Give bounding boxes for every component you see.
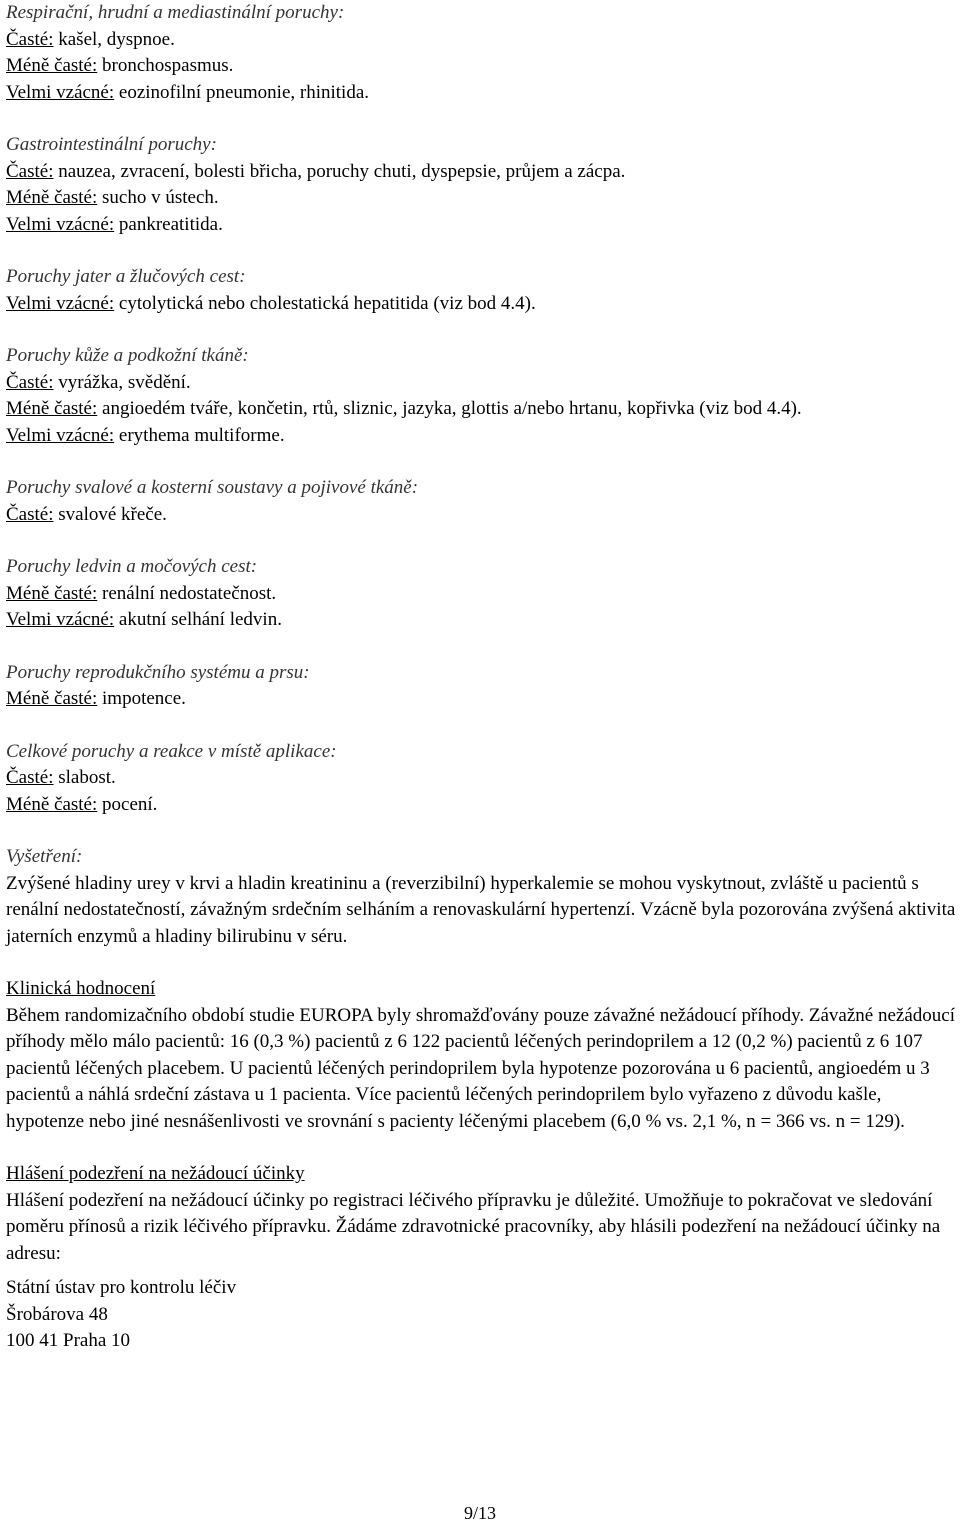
section-respiratory: [6, 0, 956, 106]
section-heading: Vyšetření:: [6, 846, 83, 867]
section-heading: Hlášení podezření na nežádoucí účinky: [6, 1163, 305, 1184]
section-heading: Respirační, hrudní a mediastinální poruchy:: [6, 2, 345, 23]
section-clinical-trials: [6, 976, 956, 1135]
section-general: [6, 739, 956, 819]
address-line: Šrobárova 48: [6, 1303, 108, 1325]
paragraph: Během randomizačního období studie EUROPA byly shromažďovány pouze závažné nežádoucí příhody. Závažné nežádoucí příhody mělo málo pacientů: 16 (0,3 %) pacientů z 6 122 pacientů léčených perindoprilem a 12 (0,2 %) pacientů z 6 107 pacientů léčených placebem. U pacientů léčených perindoprilem byla hypotenze pozorována u 6 pacientů, angioedém u 3 pacientů a náhlá srdeční zástava u 1 pacienta. Více pacientů léčených perindoprilem bylo vyřazeno z důvodu kašle, hypotenze nebo jiné nesnášenlivosti ve srovnání s pacienty léčenými placebem (6,0 % vs. 2,1 %, n = 366 vs. n = 129).: [6, 1004, 955, 1132]
list-item: Časté: vyrážka, svědění.: [6, 371, 191, 393]
list-item: Časté: slabost.: [6, 767, 116, 788]
list-item: Časté: svalové křeče.: [6, 503, 167, 525]
list-item: Velmi vzácné: pankreatitida.: [6, 213, 223, 235]
address-line: Státní ústav pro kontrolu léčiv: [6, 1277, 237, 1298]
section-reporting: [6, 1161, 956, 1355]
list-item: Velmi vzácné: eozinofilní pneumonie, rhinitida.: [6, 81, 370, 103]
section-heading: Poruchy kůže a podkožní tkáně:: [6, 345, 249, 366]
list-item: Méně časté: impotence.: [6, 688, 186, 709]
section-renal: [6, 554, 956, 634]
list-item: Méně časté: angioedém tváře, končetin, rtů, sliznic, jazyka, glottis a/nebo hrtanu, kopřivka (viz bod 4.4).: [6, 398, 802, 419]
list-item: Velmi vzácné: erythema multiforme.: [6, 424, 285, 446]
address-line: 100 41 Praha 10: [6, 1330, 131, 1351]
list-item: Velmi vzácné: akutní selhání ledvin.: [6, 609, 282, 630]
section-heading: Poruchy reprodukčního systému a prsu:: [6, 661, 310, 683]
section-reproductive: [6, 660, 956, 713]
list-item: Méně časté: pocení.: [6, 793, 158, 815]
address-block: [6, 1275, 956, 1355]
list-item: Časté: nauzea, zvracení, bolesti břicha, poruchy chuti, dyspepsie, průjem a zácpa.: [6, 160, 626, 182]
section-heading: Poruchy ledvin a močových cest:: [6, 556, 258, 577]
page-number: 9/13: [463, 1503, 496, 1523]
list-item: Méně časté: sucho v ústech.: [6, 187, 219, 208]
list-item: Méně časté: renální nedostatečnost.: [6, 582, 277, 604]
document-page: [6, 0, 956, 1381]
list-item: Velmi vzácné: cytolytická nebo cholestatická hepatitida (viz bod 4.4).: [6, 292, 536, 314]
section-investigations: [6, 844, 956, 950]
list-item: Méně časté: bronchospasmus.: [6, 55, 234, 76]
paragraph: Zvýšené hladiny urey v krvi a hladin kreatininu a (reverzibilní) hyperkalemie se mohou vyskytnout, zvláště u pacientů s renální nedostatečností, závažným srdečním selháním a renovaskulární hypertenzí. Vzácně byla pozorována zvýšená aktivita jaterních enzymů a hladiny bilirubinu v séru.: [6, 872, 956, 947]
section-heading: Poruchy svalové a kosterní soustavy a pojivové tkáně:: [6, 477, 419, 498]
section-heading: Klinická hodnocení: [6, 978, 156, 999]
paragraph: Hlášení podezření na nežádoucí účinky po registraci léčivého přípravku je důležité. Umožňuje to pokračovat ve sledování poměru přínosů a rizik léčivého přípravku. Žádáme zdravotnické pracovníky, aby hlásili podezření na nežádoucí účinky na adresu:: [6, 1189, 941, 1264]
list-item: Časté: kašel, dyspnoe.: [6, 28, 175, 50]
section-skin: [6, 343, 956, 449]
section-gastrointestinal: [6, 132, 956, 238]
section-liver: [6, 264, 956, 317]
section-musculoskeletal: [6, 475, 956, 528]
section-heading: Poruchy jater a žlučových cest:: [6, 266, 246, 287]
section-heading: Celkové poruchy a reakce v místě aplikace:: [6, 740, 337, 762]
section-heading: Gastrointestinální poruchy:: [6, 134, 217, 155]
